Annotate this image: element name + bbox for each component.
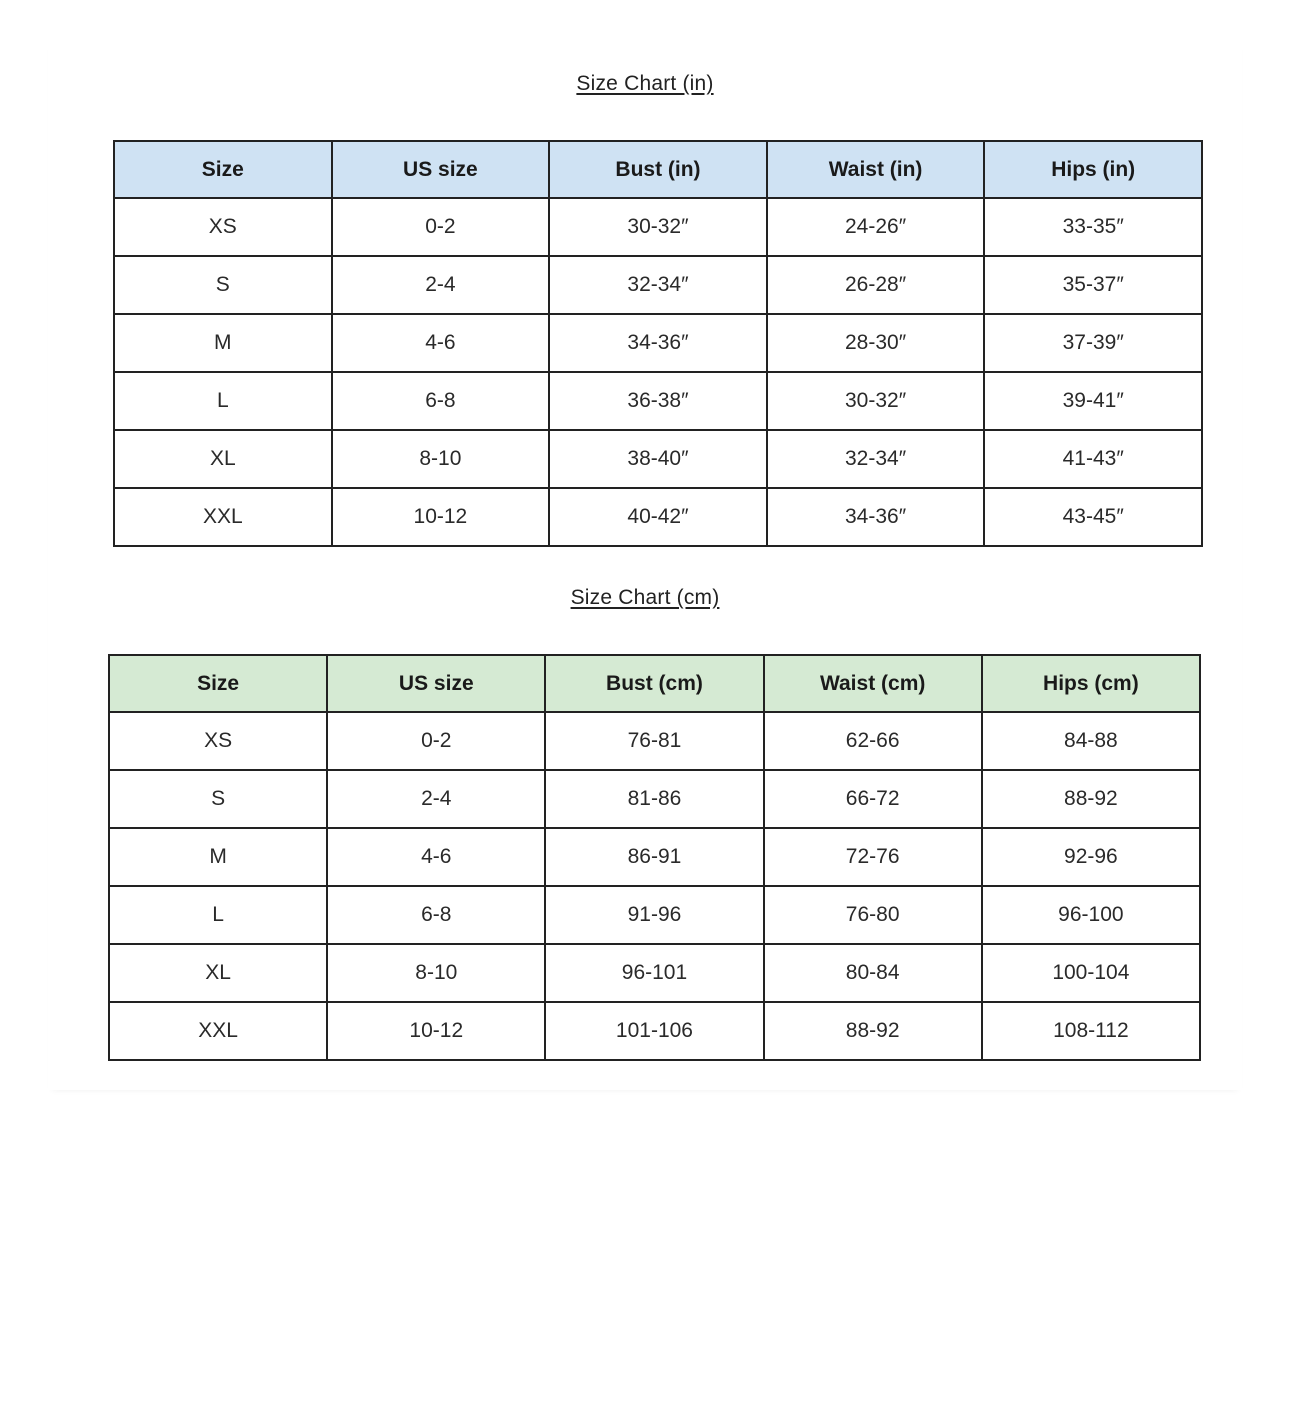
cell-waist: 32-34″ (767, 430, 985, 488)
cell-bust: 76-81 (545, 712, 763, 770)
cell-bust: 30-32″ (549, 198, 767, 256)
cell-size: XL (114, 430, 332, 488)
cell-waist: 66-72 (764, 770, 982, 828)
cell-size: XXL (109, 1002, 327, 1060)
cell-bust: 38-40″ (549, 430, 767, 488)
cell-bust: 91-96 (545, 886, 763, 944)
table-row (109, 828, 1200, 886)
cell-us-size: 10-12 (327, 1002, 545, 1060)
cell-hips: 43-45″ (984, 488, 1202, 546)
cell-size: M (109, 828, 327, 886)
table-row (114, 372, 1202, 430)
size-chart-in-table (113, 140, 1203, 547)
cell-waist: 76-80 (764, 886, 982, 944)
cell-us-size: 0-2 (332, 198, 550, 256)
size-chart-cm-title: Size Chart (cm) (570, 586, 720, 609)
cell-bust: 36-38″ (549, 372, 767, 430)
cell-waist: 62-66 (764, 712, 982, 770)
cell-us-size: 8-10 (332, 430, 550, 488)
header-us-size: US size (327, 655, 545, 712)
table-row (114, 314, 1202, 372)
cell-us-size: 6-8 (327, 886, 545, 944)
cell-bust: 32-34″ (549, 256, 767, 314)
cell-bust: 40-42″ (549, 488, 767, 546)
cell-waist: 34-36″ (767, 488, 985, 546)
table-row (114, 488, 1202, 546)
cell-waist: 30-32″ (767, 372, 985, 430)
cell-hips: 33-35″ (984, 198, 1202, 256)
cell-size: XS (109, 712, 327, 770)
cell-bust: 101-106 (545, 1002, 763, 1060)
cell-waist: 80-84 (764, 944, 982, 1002)
header-hips: Hips (in) (984, 141, 1202, 198)
table-row (109, 886, 1200, 944)
cell-us-size: 4-6 (332, 314, 550, 372)
cell-hips: 88-92 (982, 770, 1200, 828)
cell-hips: 96-100 (982, 886, 1200, 944)
cell-hips: 41-43″ (984, 430, 1202, 488)
cell-hips: 84-88 (982, 712, 1200, 770)
size-chart-cm-table (108, 654, 1201, 1061)
cell-waist: 72-76 (764, 828, 982, 886)
table-row (114, 256, 1202, 314)
cell-us-size: 2-4 (332, 256, 550, 314)
table-row (109, 944, 1200, 1002)
cell-size: M (114, 314, 332, 372)
cell-waist: 26-28″ (767, 256, 985, 314)
header-waist: Waist (in) (767, 141, 985, 198)
cell-us-size: 4-6 (327, 828, 545, 886)
cell-waist: 88-92 (764, 1002, 982, 1060)
cell-bust: 81-86 (545, 770, 763, 828)
table-row (114, 198, 1202, 256)
cell-size: XS (114, 198, 332, 256)
cell-bust: 34-36″ (549, 314, 767, 372)
cell-hips: 92-96 (982, 828, 1200, 886)
cell-size: S (109, 770, 327, 828)
cell-waist: 24-26″ (767, 198, 985, 256)
cell-us-size: 2-4 (327, 770, 545, 828)
header-size: Size (109, 655, 327, 712)
cell-hips: 108-112 (982, 1002, 1200, 1060)
table-header-row (114, 141, 1202, 198)
cell-size: L (114, 372, 332, 430)
cell-us-size: 8-10 (327, 944, 545, 1002)
table-row (109, 1002, 1200, 1060)
cell-size: XL (109, 944, 327, 1002)
cell-hips: 39-41″ (984, 372, 1202, 430)
cell-size: S (114, 256, 332, 314)
table-row (114, 430, 1202, 488)
header-size: Size (114, 141, 332, 198)
header-bust: Bust (in) (549, 141, 767, 198)
table-header-row (109, 655, 1200, 712)
cell-hips: 35-37″ (984, 256, 1202, 314)
cell-us-size: 0-2 (327, 712, 545, 770)
cell-us-size: 6-8 (332, 372, 550, 430)
table-row (109, 712, 1200, 770)
cell-hips: 37-39″ (984, 314, 1202, 372)
size-chart-in-title: Size Chart (in) (576, 72, 714, 95)
cell-bust: 86-91 (545, 828, 763, 886)
header-us-size: US size (332, 141, 550, 198)
header-bust: Bust (cm) (545, 655, 763, 712)
cell-waist: 28-30″ (767, 314, 985, 372)
cell-size: L (109, 886, 327, 944)
table-row (109, 770, 1200, 828)
header-waist: Waist (cm) (764, 655, 982, 712)
cell-us-size: 10-12 (332, 488, 550, 546)
cell-size: XXL (114, 488, 332, 546)
cell-hips: 100-104 (982, 944, 1200, 1002)
header-hips: Hips (cm) (982, 655, 1200, 712)
cell-bust: 96-101 (545, 944, 763, 1002)
